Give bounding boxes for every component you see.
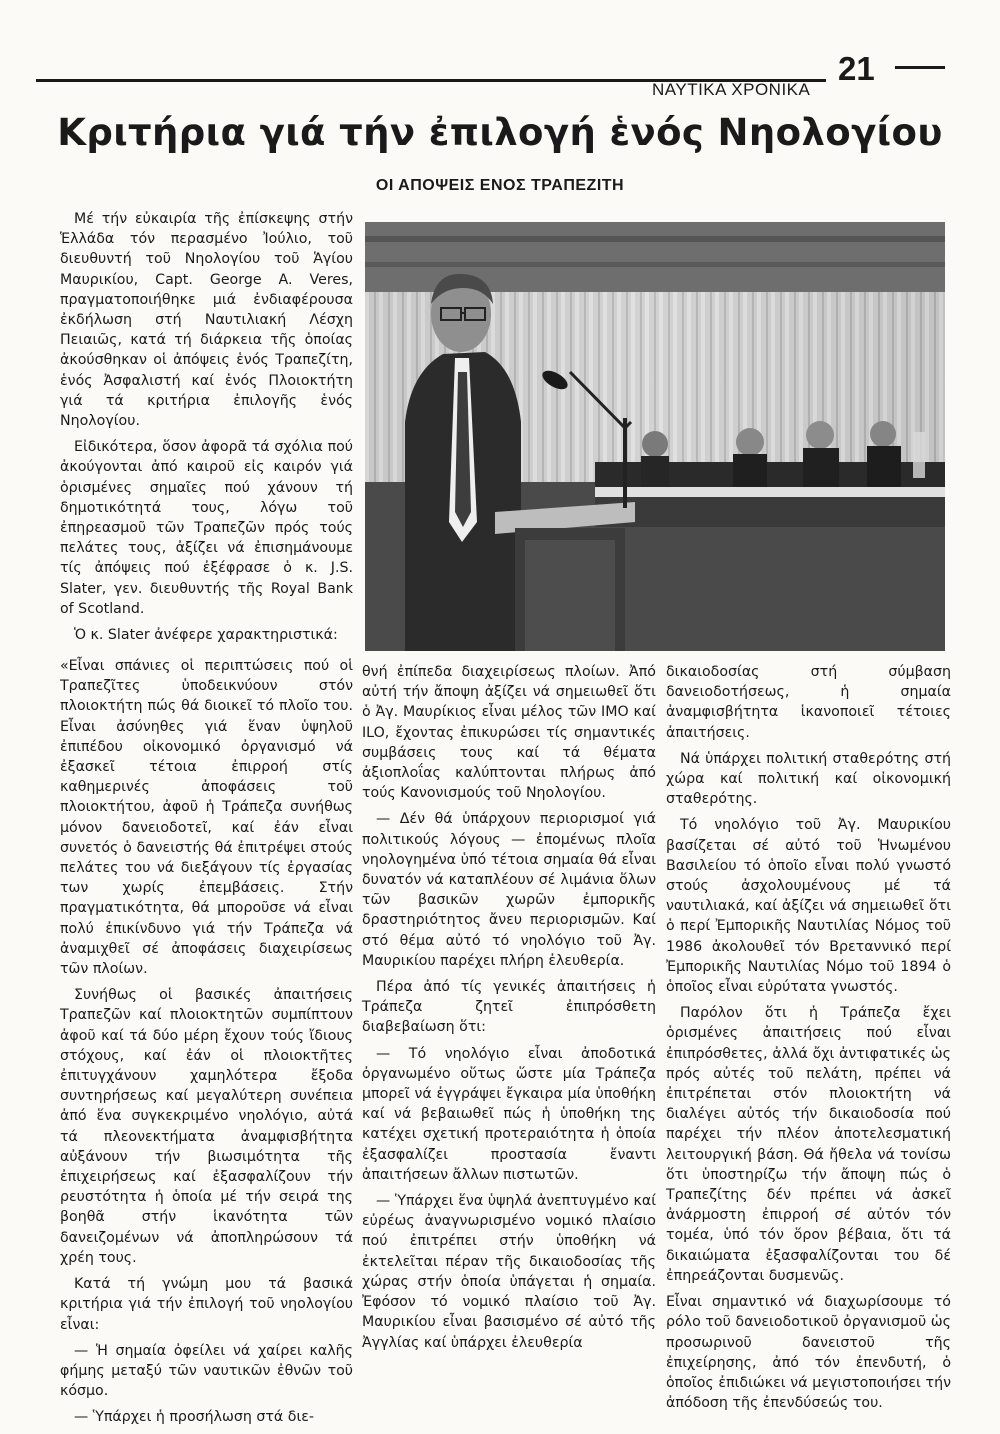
column-2: [362, 662, 656, 1359]
paragraph: Τό νηολόγιο τοῦ Ἀγ. Μαυρικίου βασίζεται σέ αὐτό τοῦ Ἡνωμένου Βασιλείου τό ὁποῖο εἶναι πολύ γνωστό στούς ἀσχολουμένους μέ τά ναυτιλιακά, καί ἀξίζει νά σημειωθεῖ ὅτι ὁ περί Ἐμπορικῆς Ναυτιλίας Νόμος τοῦ 1986 ἀκολουθεῖ τόν Βρεταννικό περί Ἐμπορικῆς Ναυτιλίας Νόμο τοῦ 1894 ὁ ὁποῖος εἶναι εὐρύτατα γνωστός.: [666, 817, 951, 996]
paragraph: δικαιοδοσίας στή σύμβαση δανειοδοτήσεως, ἡ σημαία ἀναμφισβήτητα ἱκανοποιεῖ τέτοιες ἀπαιτήσεις.: [666, 664, 951, 741]
paragraph: θνή ἐπίπεδα διαχειρίσεως πλοίων. Ἀπό αὐτή τήν ἄποψη ἀξίζει νά σημειωθεῖ ὅτι ὁ Ἀγ. Μαυρίκιος εἶναι μέλος τῶν IMO καί ILO, ἔχοντας ἐπικυρώσει τίς σημαντικές συμβάσεις τους καί τά θέματα ἀξιοπλοΐας καλύπτονται πλήρως ἀπό τούς Κανονισμούς τοῦ Νηολογίου.: [362, 664, 656, 802]
article-photo: [365, 222, 945, 651]
article-title: Κριτήρια γιά τήν ἐπιλογή ἑνός Νηολογίου: [57, 111, 943, 154]
paragraph: Πέρα ἀπό τίς γενικές ἀπαιτήσεις ἡ Τράπεζα ζητεῖ ἐπιπρόσθετη διαβεβαίωση ὅτι:: [362, 979, 656, 1036]
article-subtitle: ΟΙ ΑΠΟΨΕΙΣ ΕΝΟΣ ΤΡΑΠΕΖΙΤΗ: [375, 177, 625, 194]
header-rule-right: [895, 66, 945, 69]
paragraph: — Τό νηολόγιο εἶναι ἀποδοτικά ὀργανωμένο οὕτως ὥστε μία Τράπεζα μπορεῖ νά ἐγγράψει ἔγκαιρα μία ὑποθήκη καί νά βεβαιωθεῖ πώς ἡ ὑποθήκη της κατέχει σχετική προτεραιότητα ἡ ὁποία ἐξασφαλίζει προστασία ἔναντι ἀπαιτήσεων ἄλλων πιστωτῶν.: [362, 1045, 656, 1183]
paragraph: Ὁ κ. Slater ἀνέφερε χαρακτηριστικά:: [74, 627, 338, 644]
paragraph: Κατά τή γνώμη μου τά βασικά κριτήρια γιά τήν ἐπιλογή τοῦ νηολογίου εἶναι:: [60, 1276, 353, 1333]
magazine-name: ΝΑΥΤΙΚΑ ΧΡΟΝΙΚΑ: [652, 80, 811, 99]
column-1-top: [60, 209, 353, 651]
paragraph: Νά ὑπάρχει πολιτική σταθερότης στή χώρα καί πολιτική καί οἰκονομική σταθερότης.: [666, 750, 951, 808]
paragraph: — Ὑπάρχει ἕνα ὑψηλά ἀνεπτυγμένο καί εὐρέως ἀναγνωρισμένο νομικό πλαίσιο πού ἐπιτρέπει στήν ὑποθήκη νά ἐκτελεῖται πέραν τῆς δικαιοδοσίας τῆς χώρας στήν ὁποία ὑπάγεται ἡ σημαία. Ἐφόσον τό νομικό πλαίσιο τοῦ Ἀγ. Μαυρικίου εἶναι βασισμένο σέ αὐτό τῆς Ἀγγλίας καί ὑπάρχει ἐλευθερία: [362, 1193, 656, 1351]
column-1-bottom: [60, 656, 353, 1434]
page-number: 21: [838, 50, 875, 87]
paragraph: — Ἡ σημαία ὀφείλει νά χαίρει καλῆς φήμης μεταξύ τῶν ναυτικῶν ἐθνῶν τοῦ κόσμο.: [60, 1342, 353, 1400]
paragraph: — Δέν θά ὑπάρχουν περιορισμοί γιά πολιτικούς λόγους — ἐπομένως πλοῖα νηολογημένα ὑπό τέτοια σημαία θά εἶναι δυνατόν νά καταπλέουν σέ λιμάνια ὅλων τῶν βασικῶν χωρῶν ἐμπορικῆς δραστηριότητος ἄνευ περιορισμῶν. Καί στό θέμα αὐτό τό νηολόγιο τοῦ Ἀγ. Μαυρικίου παρέχει πλήρη ἐλευθερία.: [362, 811, 656, 969]
paragraph: Συνήθως οἱ βασικές ἀπαιτήσεις Τραπεζῶν καί πλοιοκτητῶν συμπίπτουν ἀφοῦ καί τά δύο μέρη ἔχουν τούς ἴδιους στόχους, καί ἐάν οἱ πλοιοκτῆτες ἐπιτυγχάνουν χαμηλότερα ἔξοδα συντηρήσεως καί μεγαλύτερη συνέπεια ἀπό ἕνα συγκεκριμένο νηολόγιο, αὐτά τά πλεονεκτήματα ἀναμφισβήτητα αὐξάνουν τήν βιωσιμότητα τῆς ἐπιχειρήσεως καί ἐξασφαλίζουν τήν ρευστότητα ἡ ὁποία μέ τήν σειρά της βοηθᾶ στήν ἱκανότητα τῶν δανειζομένων νά ἀποπληρώσουν τά χρέη τους.: [60, 987, 353, 1266]
paragraph: Εἰδικότερα, ὅσον ἀφορᾶ τά σχόλια πού ἀκούγονται ἀπό καιροῦ εἰς καιρόν γιά ὁρισμένες σημαῖες πού χάνουν τή δημοτικότητά τους, λόγω τοῦ ἐπηρεασμοῦ τῶν Τραπεζῶν πρός τούς πελάτες τους, ἀξίζει νά ἐπισημάνουμε τίς ἀπόψεις πού ἐξέφρασε ὁ κ. J.S. Slater, γεν. διευθυντής τῆς Royal Bank of Scotland.: [60, 439, 353, 617]
paragraph: Μέ τήν εὐκαιρία τῆς ἐπίσκεψης στήν Ἑλλάδα τόν περασμένο Ἰούλιο, τοῦ διευθυντή τοῦ Νηολογίου τοῦ Ἁγίου Μαυρικίου, Capt. George A. Veres, πραγματοποιήθηκε μιά ἐνδιαφέρουσα ἐκδήλωση στή Ναυτιλιακή Λέσχη Πειαιῶς, κατά τή διάρκεια τῆς ὁποίας ἀκούσθηκαν οἱ ἀπόψεις ἑνός Τραπεζίτη, ἑνός Ἀσφαλιστή καί ἑνός Πλοιοκτήτη γιά τά κριτήρια ἐπιλογῆς ἑνός Νηολογίου.: [60, 211, 353, 430]
photo-speaker-at-podium: [365, 222, 945, 651]
paragraph: «Εἶναι σπάνιες οἱ περιπτώσεις πού οἱ Τραπεζῖτες ὑποδεικνύουν στόν πλοιοκτήτη πώς θά διοικεῖ τό πλοῖο του. Εἶναι ἀσύνηθες γιά ἕναν ὑψηλοῦ ἐπιπέδου οἰκονομικό ὀργανισμό νά ἐξασκεῖ τέτοια ἐπιρροή στίς καθημερινές ἀποφάσεις τοῦ πλοιοκτήτου, ἀφοῦ ἡ Τράπεζα συνήθως μόνον δανειοδοτεῖ, καί ἐάν εἶναι συνετός ὁ δανειστής θά ἐπιτρέψει στούς πελάτες του νά διεξάγουν τίς ἐργασίας των χωρίς ἐπεμβάσεις. Στήν πραγματικότητα, θά μποροῦσε νά εἶναι πολύ ἐπικίνδυνο γιά τήν Τράπεζα νά ἀναμιχθεῖ σέ ἀποφάσεις διαχειρίσεως τῶν πλοίων.: [60, 658, 353, 978]
paragraph: Παρόλον ὅτι ἡ Τράπεζα ἔχει ὁρισμένες ἀπαιτήσεις πού εἶναι ἐπιπρόσθετες, ἀλλά ὄχι ἀντιφατικές ὡς πρός αὐτές τοῦ πελάτη, πρέπει νά ἐπιτρέπεται στόν πλοιοκτήτη νά διαλέγει αὐτός τήν δικαιοδοσία πού παρέχει τήν πλέον ἀποτελεσματική λειτουργική βάση. Θά ἤθελα νά τονίσω ὅτι ὑποστηρίζω τήν ἄποψη πώς ὁ Τραπεζίτης δέν πρέπει νά ἀσκεῖ ἀνάρμοστη ἐπιρροή σέ αὐτόν τόν τομέα, ὑπό τόν ὅρον βέβαια, ὅτι τά δικαιώματα ἐξασφαλίζονται του δέ ἐπηρεάζονται δυσμενῶς.: [666, 1005, 951, 1284]
paragraph: Εἶναι σημαντικό νά διαχωρίσουμε τό ρόλο τοῦ δανειοδοτικοῦ ὀργανισμοῦ ὡς προσωρινοῦ δανειστοῦ τῆς ἐπιχείρησης, ἀπό τόν ἐπενδυτή, ὁ ὁποῖος ἐπιδιώκει νά μεγιστοποιήσει τήν ἀπόδοση τῆς ἐπενδύσεώς του.: [666, 1294, 951, 1412]
column-3: [666, 662, 951, 1419]
paragraph: — Ὑπάρχει ἡ προσήλωση στά διε-: [74, 1409, 315, 1426]
